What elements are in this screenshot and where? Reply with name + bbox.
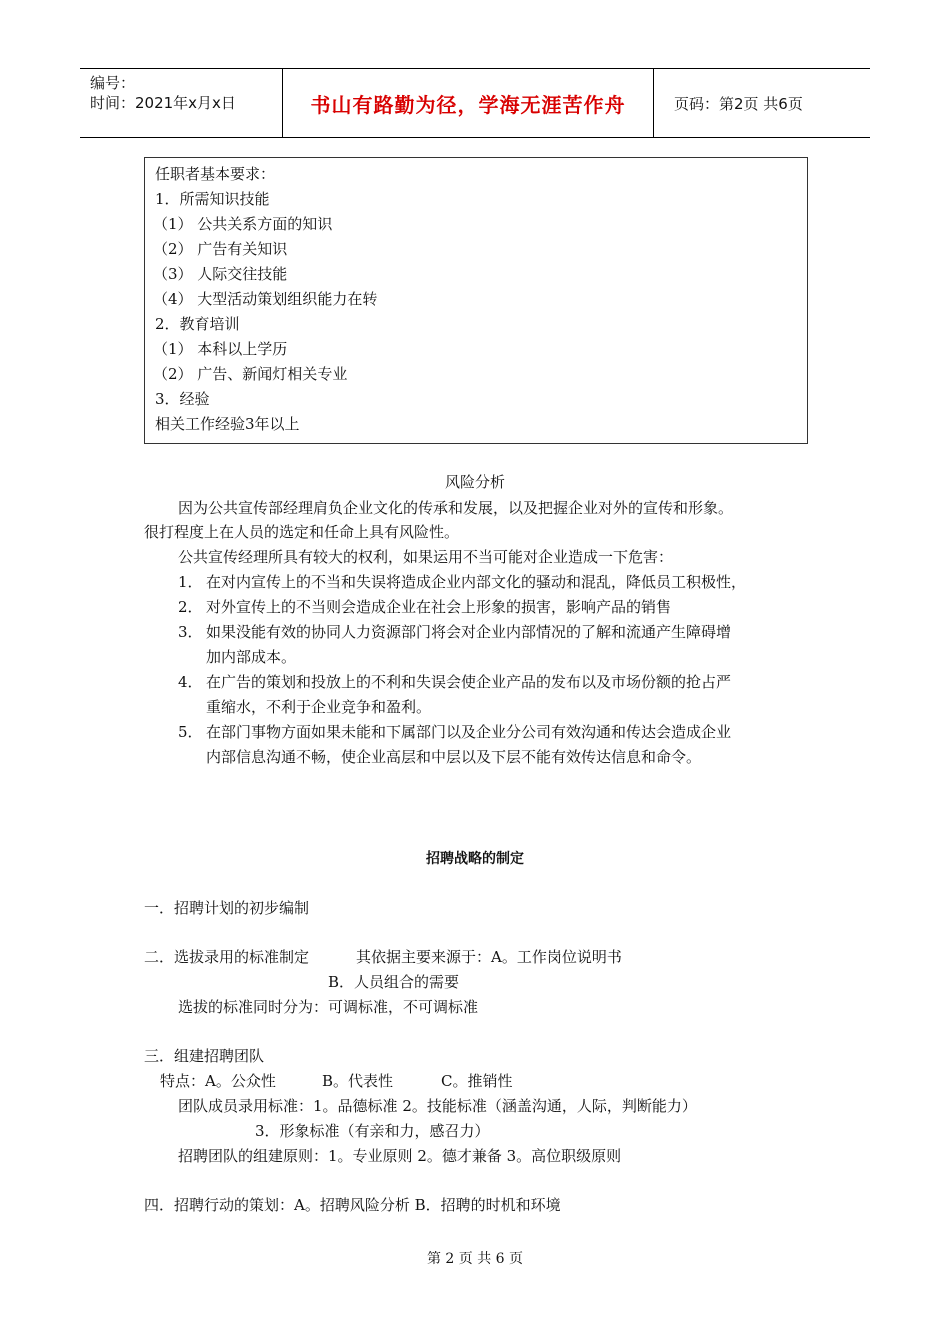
- risk-item-text: 在部门事物方面如果未能和下属部门以及企业分公司有效沟通和传达会造成企业: [206, 723, 732, 741]
- recruit-basis: 其依据主要来源于：A。工作岗位说明书: [356, 948, 622, 966]
- risk-item-text-cont: 内部信息沟通不畅，使企业高层和中层以及下层不能有效传达信息和命令。: [206, 748, 702, 766]
- risk-title: 风险分析: [444, 473, 505, 491]
- number-label: 编号：: [90, 74, 136, 92]
- page-footer: 第 2 页 共 6 页: [426, 1251, 524, 1267]
- risk-item-num: 5．: [178, 723, 203, 741]
- team-member-standard: 团队成员录用标准：1。品德标准 2。技能标准（涵盖沟通，人际，判断能力）: [178, 1097, 697, 1115]
- page-header: [80, 68, 870, 138]
- risk-item-text-cont: 加内部成本。: [206, 648, 297, 666]
- risk-para2: 公共宣传经理所具有较大的权利，如果运用不当可能对企业造成一下危害：: [178, 548, 674, 566]
- req-line: （2） 广告、新闻灯相关专业: [153, 365, 348, 383]
- risk-item-num: 1．: [178, 573, 203, 591]
- req-line: （4） 大型活动策划组织能力在转: [153, 290, 378, 308]
- recruit-section-2: 二．选拔录用的标准制定: [144, 948, 310, 966]
- recruit-section-1: 一．招聘计划的初步编制: [144, 899, 310, 917]
- risk-para1-line2: 很打程度上在人员的选定和任命上具有风险性。: [144, 523, 460, 541]
- recruit-basis-b: B．人员组合的需要: [328, 973, 460, 991]
- risk-item-text-cont: 重缩水，不利于企业竞争和盈利。: [206, 698, 432, 716]
- recruit-section-4: 四．招聘行动的策划：A。招聘风险分析 B．招聘的时机和环境: [144, 1196, 561, 1214]
- req-line: 相关工作经验3年以上: [155, 415, 300, 433]
- req-line: 任职者基本要求：: [155, 165, 276, 183]
- recruit-title: 招聘战略的制定: [426, 851, 524, 867]
- risk-item-num: 3．: [178, 623, 203, 641]
- recruit-section-3: 三．组建招聘团队: [144, 1047, 265, 1065]
- risk-item-text: 如果没能有效的协同人力资源部门将会对企业内部情况的了解和流通产生障碍增: [206, 623, 732, 641]
- req-line: （1） 公共关系方面的知识: [153, 215, 333, 233]
- page-indicator: [664, 69, 870, 137]
- req-line: 3．经验: [155, 390, 210, 408]
- recruit-standard: 选拔的标准同时分为：可调标准，不可调标准: [178, 998, 479, 1016]
- req-line: （1） 本科以上学历: [153, 340, 288, 358]
- risk-para1-line1: 因为公共宣传部经理肩负企业文化的传承和发展，以及把握企业对外的宣传和形象。: [178, 499, 734, 517]
- motto: 书山有路勤为径，学海无涯苦作舟: [283, 69, 654, 137]
- risk-item-num: 2．: [178, 598, 203, 616]
- team-member-standard-2: 3．形象标准（有亲和力，感召力）: [255, 1122, 490, 1140]
- requirements-box: [144, 157, 808, 444]
- team-feature-a: 特点：A。公众性: [160, 1072, 276, 1090]
- risk-item-text: 在对内宣传上的不当和失误将造成企业内部文化的骚动和混乱，降低员工积极性，: [206, 573, 747, 591]
- risk-item-text: 在广告的策划和投放上的不利和失误会使企业产品的发布以及市场份额的抢占严: [206, 673, 732, 691]
- page-label: 页码：第2页 共6页: [674, 94, 803, 113]
- header-meta-cell: [80, 69, 283, 137]
- team-feature-c: C。推销性: [441, 1072, 513, 1090]
- req-line: 2．教育培训: [155, 315, 240, 333]
- req-line: （2） 广告有关知识: [153, 240, 288, 258]
- risk-item-num: 4．: [178, 673, 203, 691]
- team-feature-b: B。代表性: [322, 1072, 394, 1090]
- team-principle: 招聘团队的组建原则：1。专业原则 2。德才兼备 3。高位职级原则: [178, 1147, 622, 1165]
- req-line: 1．所需知识技能: [155, 190, 270, 208]
- time-label: 时间：2021年x月x日: [90, 94, 236, 112]
- req-line: （3） 人际交往技能: [153, 265, 288, 283]
- risk-item-text: 对外宣传上的不当则会造成企业在社会上形象的损害，影响产品的销售: [206, 598, 672, 616]
